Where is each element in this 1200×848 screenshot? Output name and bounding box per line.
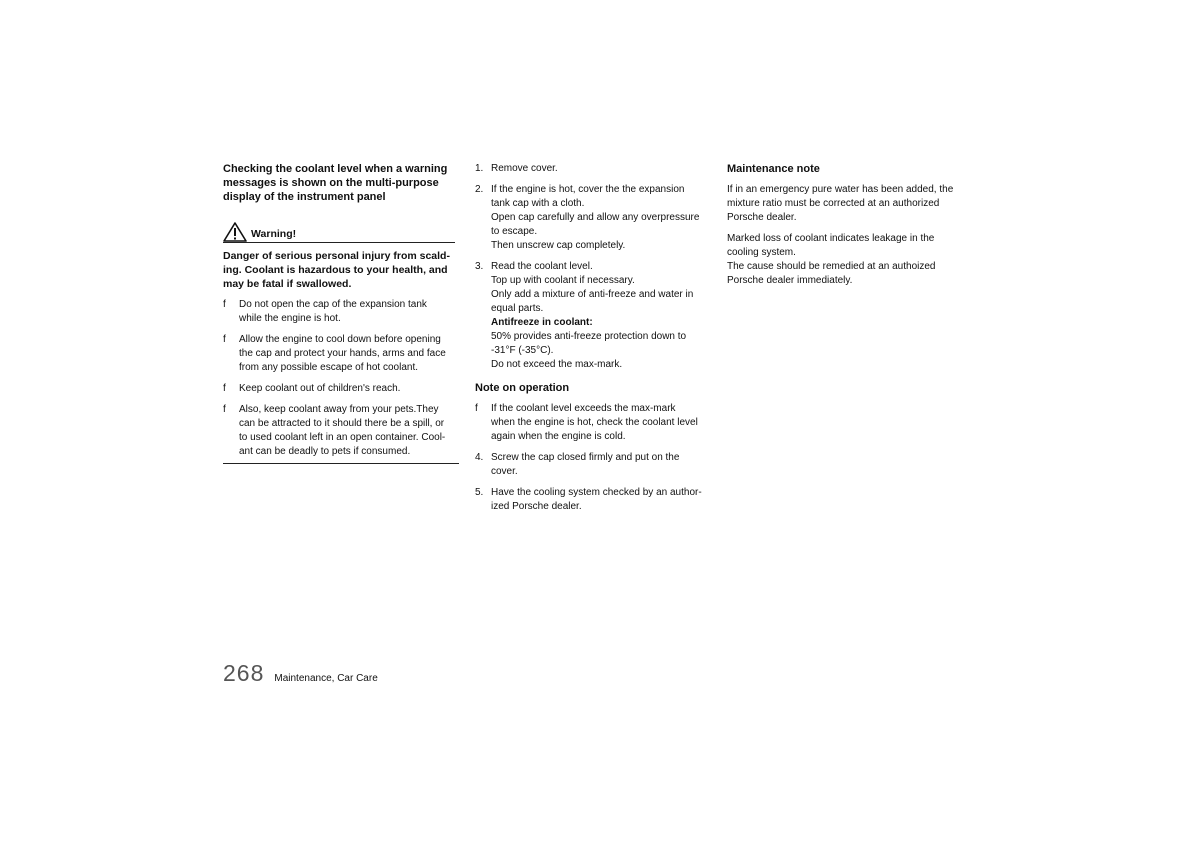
antifreeze-subheading: Antifreeze in coolant: [491, 317, 593, 328]
bullet-line: the cap and protect your hands, arms and face [239, 348, 446, 359]
list-item [475, 402, 715, 444]
list-item [223, 403, 459, 459]
step-number: 5. [475, 487, 484, 498]
heading-line: display of the instrument panel [223, 191, 386, 203]
page-number: 268 [223, 660, 265, 686]
note-line: when the engine is hot, check the coolant level [491, 417, 698, 428]
list-item [223, 298, 459, 326]
step-item [475, 162, 715, 176]
step-line: Only add a mixture of anti-freeze and water in [491, 289, 694, 300]
warning-label: Warning! [251, 228, 297, 240]
bullet-marker: f [223, 404, 226, 415]
paragraph-line: The cause should be remedied at an authoized [727, 261, 936, 272]
bullet-marker: f [223, 334, 226, 345]
bullet-line: while the engine is hot. [239, 313, 341, 324]
step-line: Top up with coolant if necessary. [491, 275, 635, 286]
bullet-line: Allow the engine to cool down before opening [239, 334, 441, 345]
step-item [475, 451, 715, 479]
step-number: 4. [475, 452, 484, 463]
page-footer [223, 660, 378, 687]
note-on-operation-heading: Note on operation [475, 382, 570, 394]
list-item [223, 333, 459, 375]
heading-line: Checking the coolant level when a warning [223, 163, 448, 175]
step-line: cover. [491, 466, 518, 477]
danger-line: may be fatal if swallowed. [223, 278, 352, 290]
bullet-line: Keep coolant out of children's reach. [239, 383, 401, 394]
step-line: 50% provides anti-freeze protection down to [491, 331, 687, 342]
step-item [475, 486, 715, 514]
bullet-line: can be attracted to it should there be a spill, or [239, 418, 445, 429]
bullet-marker: f [475, 403, 478, 414]
paragraph [727, 232, 967, 288]
step-line: If the engine is hot, cover the the expansion [491, 184, 685, 195]
warning-column [223, 162, 459, 464]
procedure-column [475, 162, 715, 514]
list-item [223, 382, 459, 396]
danger-line: ing. Coolant is hazardous to your health, and [223, 264, 448, 276]
step-line: Then unscrew cap completely. [491, 240, 626, 251]
step-number: 2. [475, 184, 484, 195]
bullet-line: from any possible escape of hot coolant. [239, 362, 418, 373]
step-line: to escape. [491, 226, 538, 237]
paragraph-line: Porsche dealer. [727, 212, 797, 223]
danger-statement [223, 249, 459, 291]
danger-line: Danger of serious personal injury from scald- [223, 250, 450, 262]
step-line: ized Porsche dealer. [491, 501, 582, 512]
maintenance-note-column [727, 162, 967, 288]
step-line: Have the cooling system checked by an author- [491, 487, 702, 498]
paragraph [727, 183, 967, 225]
step-line: Do not exceed the max-mark. [491, 359, 623, 370]
bullet-marker: f [223, 299, 226, 310]
note-line: again when the engine is cold. [491, 431, 626, 442]
step-item [475, 183, 715, 253]
step-line: Screw the cap closed firmly and put on the [491, 452, 680, 463]
step-line: Read the coolant level. [491, 261, 593, 272]
step-line: -31°F (-35°C). [491, 345, 554, 356]
section-title: Maintenance, Car Care [274, 673, 378, 684]
warning-header [223, 220, 455, 243]
note-line: If the coolant level exceeds the max-mark [491, 403, 676, 414]
step-line: equal parts. [491, 303, 544, 314]
bullet-line: Do not open the cap of the expansion tank [239, 299, 427, 310]
step-line: Open cap carefully and allow any overpressure [491, 212, 700, 223]
maintenance-note-heading: Maintenance note [727, 163, 820, 175]
paragraph-line: cooling system. [727, 247, 796, 258]
paragraph-line: Porsche dealer immediately. [727, 275, 853, 286]
step-line: Remove cover. [491, 163, 558, 174]
bullet-line: Also, keep coolant away from your pets.They [239, 404, 439, 415]
step-item [475, 260, 715, 372]
bullet-line: to used coolant left in an open container. Cool- [239, 432, 446, 443]
paragraph-line: mixture ratio must be corrected at an authorized [727, 198, 940, 209]
bullet-line: ant can be deadly to pets if consumed. [239, 446, 411, 457]
section-heading-checking-coolant [223, 162, 459, 204]
warning-triangle-icon [223, 222, 247, 242]
paragraph-line: Marked loss of coolant indicates leakage in the [727, 233, 935, 244]
step-number: 1. [475, 163, 484, 174]
paragraph-line: If in an emergency pure water has been added, the [727, 184, 954, 195]
step-number: 3. [475, 261, 484, 272]
heading-line: messages is shown on the multi-purpose [223, 177, 439, 189]
warning-end-divider [223, 463, 459, 464]
bullet-marker: f [223, 383, 226, 394]
step-line: tank cap with a cloth. [491, 198, 585, 209]
